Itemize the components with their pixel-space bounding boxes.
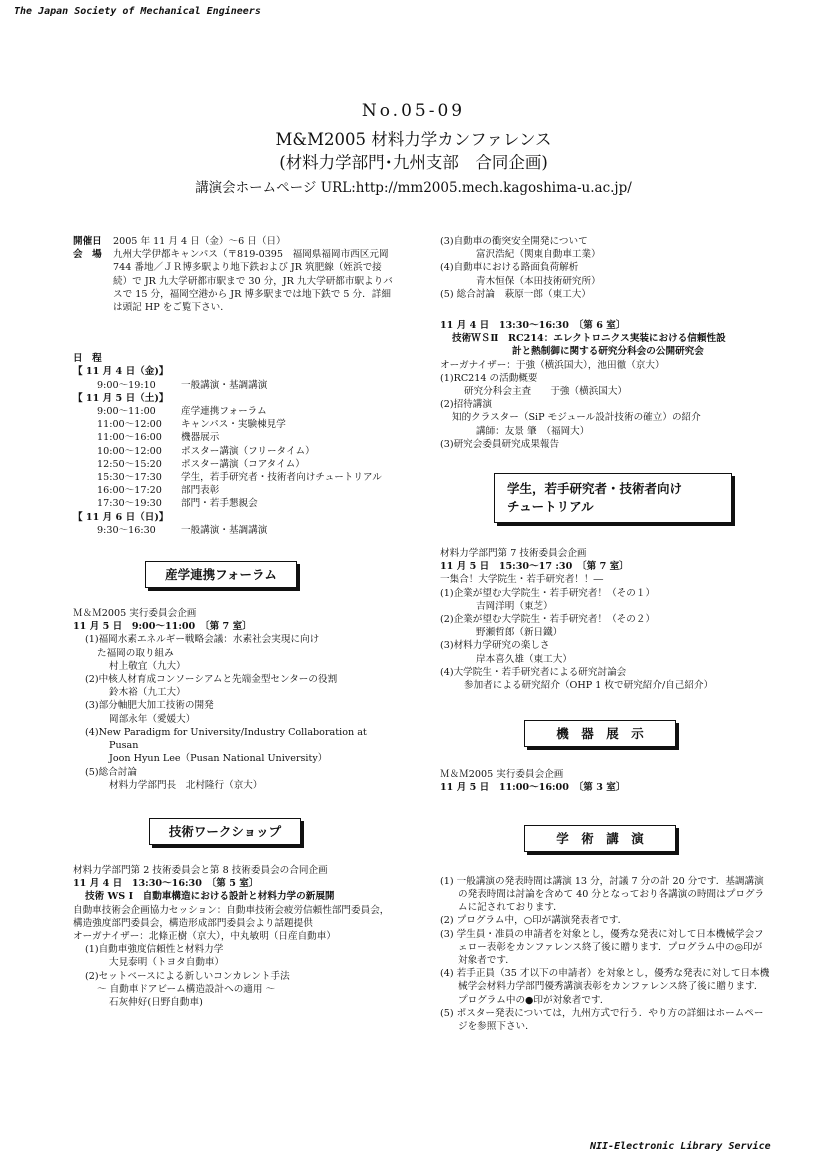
venue-value: 九州大学伊都キャンパス（〒819-0395 福岡県福岡市西区元岡 744 番地／ＪＲ博多駅より地下鉄および JR 筑肥線（姪浜で接続）で JR 九大学研都市駅まで 30 分，JR 九大学研都市駅よりバスで 15 分，福岡空港から JR 博多駅までは地下鉄で 5 分．詳細は頭記 HP をご覧下さい． bbox=[113, 249, 393, 314]
schedule-day: 【 11 月 6 日（日)】 bbox=[73, 511, 169, 523]
schedule-item bbox=[73, 445, 393, 458]
date-row bbox=[73, 235, 393, 248]
forum-line: Joon Hyun Lee（Pusan National University） bbox=[109, 753, 328, 765]
schedule-event: ポスター講演（フリータイム） bbox=[181, 445, 315, 457]
workshop-line: ～ 自動車ドアビーム構造設計への適用 ～ bbox=[97, 983, 276, 995]
forum-session: 11 月 5 日 9:00～11:00 〔第 7 室〕 bbox=[73, 621, 252, 633]
workshop-line: 富沢浩紀（関東自動車工業） bbox=[476, 249, 601, 261]
workshop-line: (1)自動車強度信頼性と材料力学 bbox=[85, 944, 224, 956]
ws2-line: (1)RC214 の活動概要 bbox=[440, 372, 538, 384]
tutorial-line: (2)企業が望む大学院生・若手研究者！（その２） bbox=[440, 614, 656, 626]
workshop-line: (2)セットベースによる新しいコンカレント手法 bbox=[85, 970, 290, 982]
schedule-time: 10:00～12:00 bbox=[97, 445, 162, 457]
workshop-line: (3)自動車の衝突安全開発について bbox=[440, 236, 588, 247]
schedule-event: 機器展示 bbox=[181, 432, 220, 444]
workshop-organizers: オーガナイザー：北條正樹（京大），中丸敏明（日産自動車） bbox=[73, 930, 336, 942]
forum-line: (5)総合討論 bbox=[85, 766, 137, 778]
schedule-item bbox=[73, 379, 393, 392]
forum-heading: 産学連携フォーラム bbox=[145, 561, 297, 588]
forum-line: 鈴木裕（九工大） bbox=[109, 687, 186, 699]
schedule-item bbox=[73, 524, 393, 537]
schedule-time: 15:30～17:30 bbox=[97, 472, 162, 484]
tutorial-heading-line: 学生，若手研究者・技術者向け bbox=[507, 481, 683, 497]
tutorial-heading-line: チュートリアル bbox=[507, 499, 594, 515]
workshop-line: 青木恒保（本田技術研究所） bbox=[476, 275, 601, 287]
forum-organizer: Ｍ＆Ｍ2005 実行委員会企画 bbox=[73, 608, 197, 620]
document-number: No.05-09 bbox=[361, 101, 466, 121]
date-label: 開催日 bbox=[73, 236, 102, 247]
schedule-time: 9:30～16:30 bbox=[97, 524, 156, 536]
schedule-event: ポスター講演（コアタイム） bbox=[181, 458, 305, 470]
schedule-item bbox=[73, 431, 393, 444]
ws2-title: 計と熱制御に関する研究分科会の公開研究会 bbox=[512, 346, 704, 358]
workshop-organizer: 材料力学部門第 2 技術委員会と第 8 技術委員会の合同企画 bbox=[73, 864, 328, 876]
schedule-time: 9:00～11:00 bbox=[97, 406, 156, 418]
tutorial-line: (3)材料力学研究の楽しさ bbox=[440, 640, 550, 652]
tutorial-line: 参加者による研究紹介（OHP 1 枚で研究紹介/自己紹介） bbox=[464, 680, 714, 692]
lectures-item: (4) 若手正員（35 才以下の申請者）を対象とし，優秀な発表に対して日本機械学会材料力学部門優秀講演表彰をカンファレンス終了後に贈ります．プログラム中の●印が対象者です． bbox=[440, 968, 770, 1006]
workshop-session: 11 月 4 日 13:30～16:30 〔第 5 室〕 bbox=[73, 878, 259, 890]
forum-line: Pusan bbox=[109, 740, 139, 752]
schedule-time: 12:50～15:20 bbox=[97, 458, 162, 470]
ws2-line: 知的クラスター（SiP モジュール設計技術の確立）の紹介 bbox=[452, 412, 701, 424]
conference-url: 講演会ホームページ URL:http://mm2005.mech.kagoshima-u.ac.jp/ bbox=[195, 180, 632, 196]
tutorial-tagline: 一集合！大学院生・若手研究者！！― bbox=[440, 574, 604, 586]
tutorial-line: 吉岡洋明（東芝） bbox=[476, 600, 553, 612]
exhibit-heading: 機 器 展 示 bbox=[524, 720, 676, 747]
ws2-line: (3)研究会委員研究成果報告 bbox=[440, 438, 560, 450]
schedule-event: 一般講演・基調講演 bbox=[181, 524, 268, 536]
schedule-event: 産学連携フォーラム bbox=[181, 406, 267, 418]
schedule-time: 16:00～17:20 bbox=[97, 485, 162, 497]
forum-line: 材料力学部門長 北村隆行（京大） bbox=[109, 779, 263, 791]
forum-line: 村上敬宜（九大） bbox=[109, 660, 186, 672]
tutorial-session: 11 月 5 日 15:30～17 :30 〔第 7 室〕 bbox=[440, 561, 629, 573]
schedule-item bbox=[73, 458, 393, 471]
conference-subtitle: (材料力学部門･九州支部 合同企画) bbox=[279, 153, 548, 172]
workshop-line: (4)自動車における路面負荷解析 bbox=[440, 262, 579, 274]
schedule-item bbox=[73, 471, 393, 484]
workshop-title: 技術 WS Ⅰ 自動車構造における設計と材料力学の新展開 bbox=[85, 891, 335, 903]
conference-title: M&M2005 材料力学カンファレンス bbox=[275, 130, 552, 149]
lectures-item: (2) プログラム中，○印が講演発表者です． bbox=[440, 915, 628, 927]
ws2-title: 技術ＷＳⅡ RC214：エレクトロニクス実装における信頼性設 bbox=[452, 333, 726, 345]
schedule-label: 日 程 bbox=[73, 353, 102, 365]
ws2-session: 11 月 4 日 13:30～16:30 〔第 6 室〕 bbox=[440, 320, 626, 332]
lectures-item: (1) 一般講演の発表時間は講演 13 分，討議 7 分の計 20 分です．基調講演の発表時間は討論を含めて 40 分となっており各講演の時間はプログラムに記されております． bbox=[440, 875, 765, 914]
schedule-time: 17:30～19:30 bbox=[97, 498, 162, 510]
exhibit-organizer: Ｍ＆Ｍ2005 実行委員会企画 bbox=[440, 769, 564, 781]
schedule-day: 【 11 月 4 日（金)】 bbox=[73, 366, 169, 378]
forum-line: (2)中核人材育成コンソーシアムと先端金型センターの役割 bbox=[85, 674, 338, 686]
schedule-event: 学生，若手研究者・技術者向けチュートリアル bbox=[181, 472, 382, 484]
schedule-day: 【 11 月 5 日（土)】 bbox=[73, 392, 169, 404]
tutorial-heading bbox=[494, 473, 732, 523]
tutorial-line: (1)企業が望む大学院生・若手研究者！（その１） bbox=[440, 587, 656, 599]
workshop-line: 石灰伸好(日野自動車) bbox=[109, 996, 203, 1008]
tutorial-line: (4)大学院生・若手研究者による研究討論会 bbox=[440, 666, 627, 678]
tutorial-line: 野瀬哲郎（新日鐵） bbox=[476, 627, 563, 639]
schedule-time: 11:00～12:00 bbox=[97, 419, 162, 431]
schedule-event: キャンパス・実験棟見学 bbox=[181, 419, 286, 431]
right-column bbox=[440, 235, 770, 1033]
ws2-line: 研究分科会主査 于強（横浜国大） bbox=[464, 386, 628, 398]
schedule-item bbox=[73, 405, 393, 418]
footer-library-service: NII-Electronic Library Service bbox=[590, 1141, 771, 1152]
forum-line: (4)New Paradigm for University/Industry Collaboration at bbox=[85, 726, 367, 738]
ws2-line: 講師：友景 肇 （福岡大） bbox=[476, 425, 590, 437]
ws2-organizers: オーガナイザー：于強（横浜国大），池田徹（京大） bbox=[440, 359, 665, 371]
header-society-name: The Japan Society of Mechanical Engineers bbox=[14, 6, 261, 17]
tutorial-line: 岸本喜久雄（東工大） bbox=[476, 653, 572, 665]
lectures-item: (3) 学生員・准員の申請者を対象とし，優秀な発表に対して日本機械学会フェロー表彰をカンファレンス終了後に贈ります．プログラム中の◎印が対象者です． bbox=[440, 928, 764, 966]
workshop-line: (5) 総合討論 萩原一郎（東工大） bbox=[440, 288, 591, 300]
left-column bbox=[73, 235, 393, 1009]
schedule-item bbox=[73, 484, 393, 497]
forum-line: (1)福岡水素エネルギー戦略会議：水素社会実現に向け bbox=[85, 634, 320, 646]
forum-line: (3)部分軸肥大加工技術の開発 bbox=[85, 700, 214, 712]
forum-line: 岡部永年（愛媛大） bbox=[109, 713, 196, 725]
lectures-item: (5) ポスター発表については，九州方式で行う．やり方の詳細はホームページを参照下さい． bbox=[440, 1007, 764, 1032]
schedule-time: 9:00～19:10 bbox=[97, 379, 156, 391]
forum-line: た福岡の取り組み bbox=[97, 647, 174, 659]
venue-label: 会 場 bbox=[73, 249, 102, 261]
schedule-event: 部門・若手懇親会 bbox=[181, 498, 258, 510]
venue-row bbox=[73, 248, 393, 314]
workshop-description: 自動車技術会企画協力セッション：自動車技術会疲労信頼性部門委員会，構造強度部門委員会，構造形成部門委員会より話題提供 bbox=[73, 904, 390, 929]
workshop-heading: 技術ワークショップ bbox=[149, 818, 301, 845]
date-value: 2005 年 11 月 4 日（金）～6 日（日） bbox=[113, 236, 286, 247]
schedule-event: 部門表彰 bbox=[181, 485, 220, 497]
workshop-line: 大見泰明（トヨタ自動車） bbox=[109, 957, 225, 969]
exhibit-session: 11 月 5 日 11:00～16:00 〔第 3 室〕 bbox=[440, 782, 626, 794]
schedule-item bbox=[73, 497, 393, 510]
schedule-item bbox=[73, 418, 393, 431]
ws2-line: (2)招待講演 bbox=[440, 399, 492, 411]
lectures-heading: 学 術 講 演 bbox=[524, 825, 676, 852]
schedule-time: 11:00～16:00 bbox=[97, 432, 162, 444]
tutorial-organizer: 材料力学部門第 7 技術委員会企画 bbox=[440, 548, 587, 560]
schedule-event: 一般講演・基調講演 bbox=[181, 379, 268, 391]
